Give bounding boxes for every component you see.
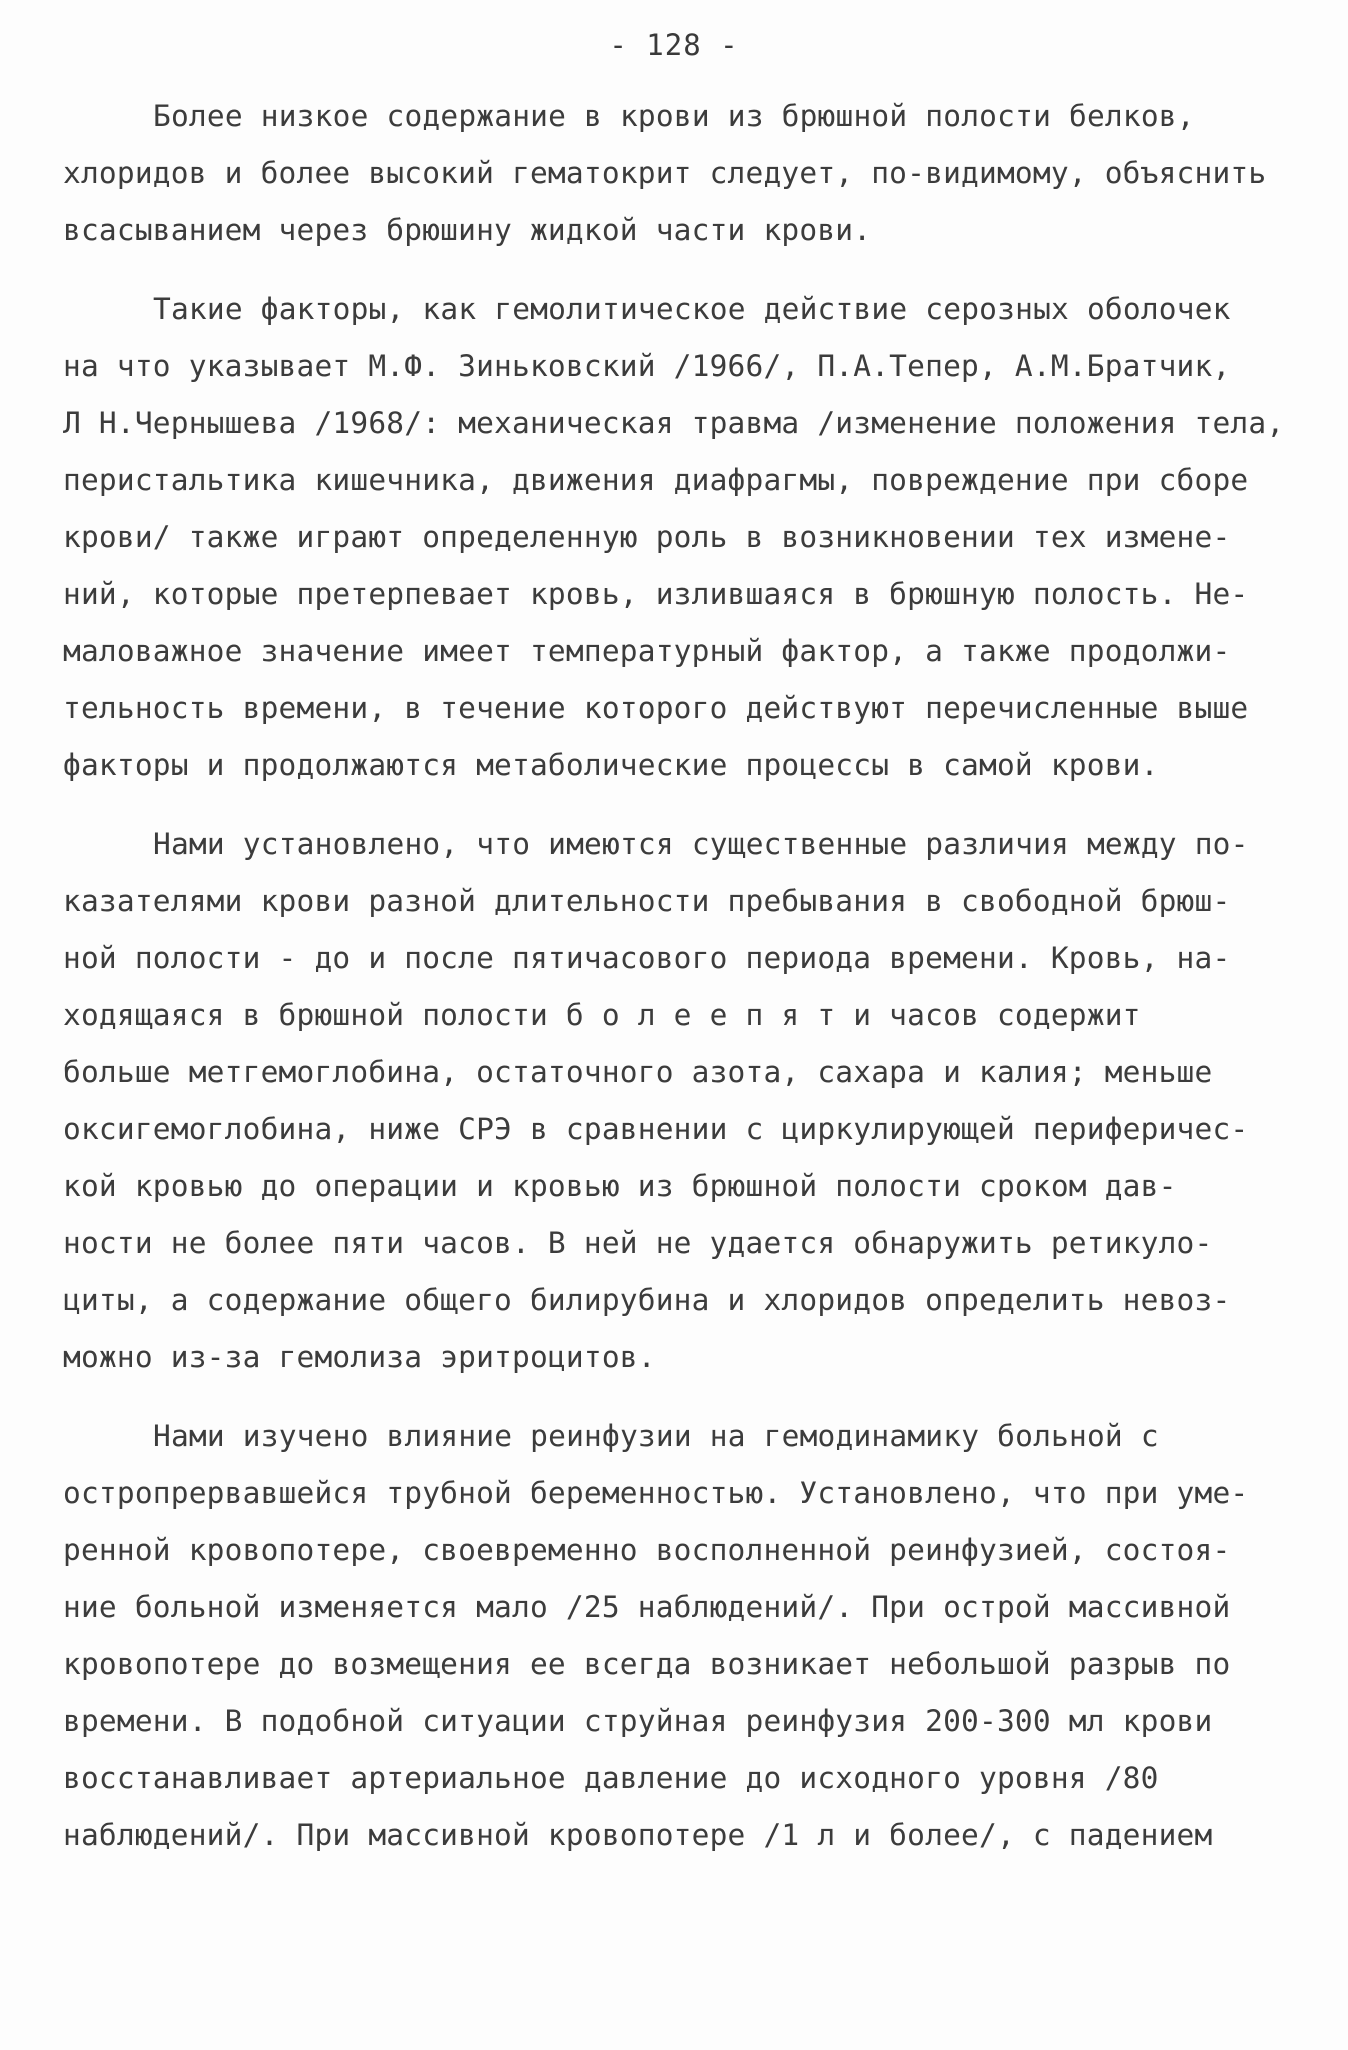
text-line: казателями крови разной длительности пребывания в свободной брюш-	[63, 884, 1231, 918]
text-line: кой кровью до операции и кровью из брюшной полости сроком дав-	[63, 1169, 1177, 1203]
paragraph	[63, 816, 1303, 1386]
text-line: времени. В подобной ситуации струйная реинфузия 200-300 мл крови	[63, 1704, 1213, 1738]
text-line: больше метгемоглобина, остаточного азота, сахара и калия; меньше	[63, 1055, 1213, 1089]
text-line: Более низкое содержание в крови из брюшной полости белков,	[153, 99, 1195, 133]
text-line: восстанавливает артериальное давление до исходного уровня /80	[63, 1761, 1159, 1795]
text-line: кровопотере до возмещения ее всегда возникает небольшой разрыв по	[63, 1647, 1231, 1681]
paragraph	[63, 88, 1303, 259]
text-line: тельность времени, в течение которого действуют перечисленные выше	[63, 691, 1249, 725]
text-line: циты, а содержание общего билирубина и хлоридов определить невоз-	[63, 1283, 1231, 1317]
text-line: ности не более пяти часов. В ней не удается обнаружить ретикуло-	[63, 1226, 1213, 1260]
page-number: - 128 -	[609, 28, 739, 62]
text-line: всасыванием через брюшину жидкой части крови.	[63, 213, 872, 247]
text-line: Такие факторы, как гемолитическое действие серозных оболочек	[153, 292, 1231, 326]
text-line: наблюдений/. При массивной кровопотере /1 л и более/, с падением	[63, 1818, 1213, 1852]
text-line: ние больной изменяется мало /25 наблюдений/. При острой массивной	[63, 1590, 1231, 1624]
text-line: ной полости - до и после пятичасового периода времени. Кровь, на-	[63, 941, 1231, 975]
text-line: хлоридов и более высокий гематокрит следует, по-видимому, объяснить	[63, 156, 1267, 190]
text-line: остропрервавшейся трубной беременностью. Установлено, что при уме-	[63, 1476, 1249, 1510]
text-line: ренной кровопотере, своевременно восполненной реинфузией, состоя-	[63, 1533, 1231, 1567]
document-body	[63, 88, 1303, 1886]
text-line: оксигемоглобина, ниже СРЭ в сравнении с циркулирующей периферичес-	[63, 1112, 1249, 1146]
text-line: крови/ также играют определенную роль в возникновении тех измене-	[63, 520, 1231, 554]
text-line: перистальтика кишечника, движения диафрагмы, повреждение при сборе	[63, 463, 1249, 497]
text-line: на что указывает М.Ф. Зиньковский /1966/, П.А.Тепер, А.М.Братчик,	[63, 349, 1231, 383]
text-line: Нами установлено, что имеются существенные различия между по-	[153, 827, 1249, 861]
text-line: ний, которые претерпевает кровь, излившаяся в брюшную полость. Не-	[63, 577, 1249, 611]
text-line: факторы и продолжаются метаболические процессы в самой крови.	[63, 748, 1159, 782]
text-line: Нами изучено влияние реинфузии на гемодинамику больной с	[153, 1419, 1159, 1453]
text-line: можно из-за гемолиза эритроцитов.	[63, 1340, 656, 1374]
text-line: ходящаяся в брюшной полости б о л е е п я т и часов содержит	[63, 998, 1141, 1032]
text-line: Л Н.Чернышева /1968/: механическая травма /изменение положения тела,	[63, 406, 1285, 440]
paragraph	[63, 281, 1303, 794]
text-line: маловажное значение имеет температурный фактор, а также продолжи-	[63, 634, 1231, 668]
paragraph	[63, 1408, 1303, 1864]
